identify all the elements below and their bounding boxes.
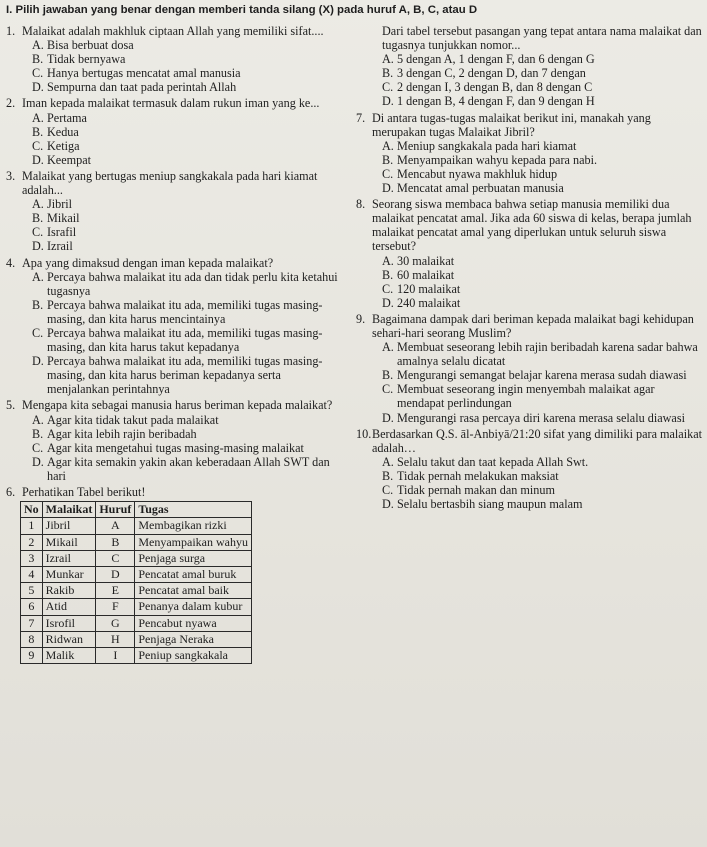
answer-option[interactable] — [32, 427, 346, 441]
question-10 — [356, 427, 702, 512]
answer-options — [382, 52, 702, 108]
answer-option[interactable] — [382, 181, 702, 195]
option-text: 5 dengan A, 1 dengan F, dan 6 dengan G — [397, 52, 595, 67]
question-7 — [356, 111, 702, 196]
answer-options — [32, 413, 346, 483]
option-letter: B. — [32, 297, 44, 312]
question-4 — [6, 256, 346, 397]
answer-option[interactable] — [32, 66, 346, 80]
option-text: 1 dengan B, 4 dengan F, dan 9 dengan H — [397, 94, 595, 109]
option-text: Hanya bertugas mencatat amal manusia — [47, 66, 241, 81]
question-text: Bagaimana dampak dari beriman kepada malaikat bagi kehidupan sehari-hari seorang Muslim? — [372, 311, 694, 340]
table-row — [21, 518, 252, 534]
table-row — [21, 599, 252, 615]
answer-option[interactable] — [32, 413, 346, 427]
option-letter: B. — [32, 426, 44, 441]
option-text: Meniup sangkakala pada hari kiamat — [397, 138, 577, 153]
answer-option[interactable] — [382, 340, 702, 368]
answer-option[interactable] — [382, 167, 702, 181]
table-cell: Jibril — [42, 518, 96, 534]
option-letter: A. — [32, 269, 44, 284]
table-cell: 9 — [21, 647, 43, 663]
table-row — [21, 534, 252, 550]
answer-option[interactable] — [32, 80, 346, 94]
question-line — [6, 96, 346, 110]
answer-option[interactable] — [382, 282, 702, 296]
answer-options — [382, 139, 702, 195]
option-text: Agar kita semakin yakin akan keberadaan Allah SWT dan hari — [47, 454, 330, 483]
option-text: Selalu bertasbih siang maupun malam — [397, 497, 583, 512]
option-text: Mengurangi rasa percaya diri karena merasa selalu diawasi — [397, 410, 685, 425]
table-cell: Ridwan — [42, 631, 96, 647]
table-cell: 7 — [21, 615, 43, 631]
option-text: Mikail — [47, 211, 80, 226]
question-line — [6, 398, 346, 412]
answer-option[interactable] — [32, 225, 346, 239]
question-6-text: Dari tabel tersebut pasangan yang tepat antara nama malaikat dan tugasnya tunjukkan nomor... — [382, 24, 702, 53]
answer-option[interactable] — [382, 66, 702, 80]
question-line — [6, 256, 346, 270]
option-text: Izrail — [47, 239, 73, 254]
question-number: 4. — [6, 255, 16, 270]
option-text: Keempat — [47, 152, 91, 167]
question-number: 10. — [356, 426, 372, 441]
answer-option[interactable] — [382, 483, 702, 497]
answer-option[interactable] — [32, 455, 346, 483]
option-letter: C. — [32, 138, 44, 153]
table-cell: A — [96, 518, 135, 534]
answer-option[interactable] — [32, 38, 346, 52]
answer-option[interactable] — [382, 52, 702, 66]
option-letter: D. — [382, 94, 394, 109]
option-letter: D. — [32, 354, 44, 369]
table-cell: Isrofil — [42, 615, 96, 631]
question-text: Perhatikan Tabel berikut! — [22, 485, 146, 499]
option-letter: D. — [382, 295, 394, 310]
option-text: Agar kita mengetahui tugas masing-masing malaikat — [47, 440, 304, 455]
answer-option[interactable] — [32, 441, 346, 455]
option-text: 2 dengan I, 3 dengan B, dan 8 dengan C — [397, 80, 593, 95]
option-letter: C. — [32, 66, 44, 81]
option-text: Menyampaikan wahyu kepada para nabi. — [397, 152, 597, 167]
question-text: Di antara tugas-tugas malaikat berikut ini, manakah yang merupakan tugas Malaikat Jibril? — [372, 110, 651, 139]
table-row — [21, 615, 252, 631]
option-text: 30 malaikat — [397, 253, 455, 268]
answer-option[interactable] — [382, 80, 702, 94]
question-number: 5. — [6, 398, 16, 413]
option-text: Membuat seseorang ingin menyembah malaikat agar mendapat perlindungan — [397, 382, 655, 411]
question-number: 3. — [6, 168, 16, 183]
question-number: 7. — [356, 110, 366, 125]
question-5 — [6, 398, 346, 483]
table-cell: Menyampaikan wahyu — [135, 534, 252, 550]
table-cell: Mikail — [42, 534, 96, 550]
table-header-cell: Huruf — [96, 502, 135, 518]
answer-option[interactable] — [32, 111, 346, 125]
table-row — [21, 583, 252, 599]
table-cell: D — [96, 566, 135, 582]
option-letter: C. — [382, 166, 394, 181]
option-letter: B. — [32, 52, 44, 67]
table-row — [21, 566, 252, 582]
question-line — [356, 312, 702, 340]
question-text: Mengapa kita sebagai manusia harus beriman kepada malaikat? — [22, 398, 333, 413]
table-row — [21, 631, 252, 647]
option-letter: A. — [382, 52, 394, 67]
option-letter: C. — [382, 80, 394, 95]
answer-option[interactable] — [382, 411, 702, 425]
table-cell: E — [96, 583, 135, 599]
table-cell: Penanya dalam kubur — [135, 599, 252, 615]
answer-option[interactable] — [32, 197, 346, 211]
option-text: Percaya bahwa malaikat itu ada, memiliki tugas masing-masing, dan kita harus mencintainya — [47, 297, 323, 326]
answer-options — [32, 111, 346, 167]
option-text: Israfil — [47, 225, 77, 240]
table-cell: H — [96, 631, 135, 647]
table-header-row — [21, 502, 252, 518]
option-text: 240 malaikat — [397, 295, 461, 310]
table-cell: Izrail — [42, 550, 96, 566]
option-text: Pertama — [47, 110, 87, 125]
question-6-continuation — [356, 24, 702, 109]
question-9 — [356, 312, 702, 425]
answer-option[interactable] — [382, 382, 702, 410]
answer-options — [382, 340, 702, 425]
answer-option[interactable] — [382, 455, 702, 469]
table-cell: Atid — [42, 599, 96, 615]
table-cell: 6 — [21, 599, 43, 615]
table-header-cell: Malaikat — [42, 502, 96, 518]
question-1 — [6, 24, 346, 94]
option-letter: D. — [382, 497, 394, 512]
option-letter: A. — [32, 38, 44, 53]
question-line — [6, 169, 346, 197]
table-cell: Pencabut nyawa — [135, 615, 252, 631]
answer-options — [382, 254, 702, 310]
question-8 — [356, 197, 702, 310]
table-cell: 4 — [21, 566, 43, 582]
option-letter: C. — [32, 225, 44, 240]
question-number: 9. — [356, 311, 366, 326]
table-cell: G — [96, 615, 135, 631]
option-letter: B. — [32, 211, 44, 226]
option-letter: D. — [32, 80, 44, 95]
question-line — [356, 111, 702, 139]
table-header-cell: Tugas — [135, 502, 252, 518]
table-cell: B — [96, 534, 135, 550]
answer-option[interactable] — [382, 153, 702, 167]
table-cell: 2 — [21, 534, 43, 550]
question-2 — [6, 96, 346, 166]
left-column — [6, 24, 346, 664]
table-cell: F — [96, 599, 135, 615]
table-cell: 8 — [21, 631, 43, 647]
option-letter: D. — [382, 181, 394, 196]
option-letter: A. — [32, 110, 44, 125]
option-letter: C. — [32, 325, 44, 340]
question-6 — [6, 485, 346, 499]
table-cell: 3 — [21, 550, 43, 566]
answer-option[interactable] — [382, 94, 702, 108]
answer-option[interactable] — [382, 254, 702, 268]
answer-option[interactable] — [32, 270, 346, 298]
question-text: Malaikat adalah makhluk ciptaan Allah yang memiliki sifat.... — [22, 24, 324, 38]
table-cell: Penjaga surga — [135, 550, 252, 566]
answer-option[interactable] — [32, 211, 346, 225]
question-line — [356, 197, 702, 253]
table-cell: 5 — [21, 583, 43, 599]
table-cell: Membagikan rizki — [135, 518, 252, 534]
option-text: Membuat seseorang lebih rajin beribadah karena sadar bahwa amalnya selalu dicatat — [397, 340, 698, 369]
answer-options — [32, 38, 346, 94]
question-number: 1. — [6, 24, 16, 38]
option-letter: D. — [32, 454, 44, 469]
answer-option[interactable] — [32, 354, 346, 396]
answer-options — [32, 197, 346, 253]
answer-option[interactable] — [382, 139, 702, 153]
option-letter: D. — [32, 239, 44, 254]
option-letter: D. — [32, 152, 44, 167]
answer-option[interactable] — [32, 139, 346, 153]
option-letter: B. — [382, 267, 394, 282]
option-text: Percaya bahwa malaikat itu ada, memiliki tugas masing-masing, dan kita harus beriman kepadanya serta menjalankan perintahnya — [47, 354, 323, 397]
option-text: Agar kita lebih rajin beribadah — [47, 426, 197, 441]
question-line — [356, 427, 702, 455]
option-letter: A. — [32, 412, 44, 427]
option-text: Percaya bahwa malaikat itu ada dan tidak perlu kita ketahui tugasnya — [47, 269, 338, 298]
answer-option[interactable] — [32, 153, 346, 167]
option-text: Tidak pernah makan dan minum — [397, 483, 555, 497]
option-text: Mengurangi semangat belajar karena merasa sudah diawasi — [397, 368, 687, 383]
question-line — [6, 24, 346, 38]
option-text: Tidak bernyawa — [47, 52, 126, 67]
question-number: 8. — [356, 197, 366, 212]
option-letter: A. — [32, 197, 44, 212]
option-letter: A. — [382, 138, 394, 153]
answer-option[interactable] — [32, 298, 346, 326]
malaikat-table — [20, 501, 252, 664]
option-text: 3 dengan C, 2 dengan D, dan 7 dengan — [397, 66, 586, 81]
option-text: Mencatat amal perbuatan manusia — [397, 181, 564, 196]
question-text: Seorang siswa membaca bahwa setiap manusia memiliki dua malaikat pencatat amal. Jika ada 60 siswa di kelas, berapa jumlah malaikat pencatat amal yang diperlukan untuk seluruh siswa tersebut? — [372, 197, 692, 254]
question-number: 2. — [6, 96, 16, 111]
option-letter: C. — [382, 483, 394, 497]
table-cell: Peniup sangkakala — [135, 647, 252, 663]
option-text: Tidak pernah melakukan maksiat — [397, 468, 559, 483]
answer-option[interactable] — [32, 239, 346, 253]
option-letter: B. — [32, 124, 44, 139]
option-text: 120 malaikat — [397, 281, 461, 296]
right-column — [356, 24, 702, 513]
option-text: Agar kita tidak takut pada malaikat — [47, 412, 219, 427]
answer-option[interactable] — [382, 368, 702, 382]
instruction-heading: I. Pilih jawaban yang benar dengan memberi tanda silang (X) pada huruf A, B, C, atau D — [6, 4, 478, 16]
answer-option[interactable] — [32, 326, 346, 354]
answer-options — [32, 270, 346, 397]
question-3 — [6, 169, 346, 254]
table-cell: Munkar — [42, 566, 96, 582]
option-text: Selalu takut dan taat kepada Allah Swt. — [397, 454, 589, 469]
table-header-cell: No — [21, 502, 43, 518]
table-cell: Rakib — [42, 583, 96, 599]
option-text: Jibril — [47, 197, 73, 212]
option-letter: A. — [382, 454, 394, 469]
answer-option[interactable] — [382, 296, 702, 310]
option-letter: A. — [382, 253, 394, 268]
answer-option[interactable] — [32, 125, 346, 139]
answer-options — [382, 455, 702, 511]
table-row — [21, 550, 252, 566]
option-letter: D. — [382, 410, 394, 425]
table-cell: Penjaga Neraka — [135, 631, 252, 647]
answer-option[interactable] — [32, 52, 346, 66]
table-cell: C — [96, 550, 135, 566]
question-text: Apa yang dimaksud dengan iman kepada malaikat? — [22, 255, 274, 270]
table-cell: Pencatat amal buruk — [135, 566, 252, 582]
option-letter: B. — [382, 66, 394, 81]
table-cell: 1 — [21, 518, 43, 534]
answer-option[interactable] — [382, 497, 702, 511]
option-letter: C. — [382, 281, 394, 296]
option-text: Bisa berbuat dosa — [47, 38, 134, 53]
option-letter: C. — [32, 440, 44, 455]
question-line — [6, 485, 346, 499]
question-text: Malaikat yang bertugas meniup sangkakala pada hari kiamat adalah... — [22, 168, 318, 198]
answer-option[interactable] — [382, 268, 702, 282]
option-text: Kedua — [47, 124, 79, 139]
option-text: Percaya bahwa malaikat itu ada, memiliki tugas masing-masing, dan kita harus takut kepadanya — [47, 325, 323, 355]
option-text: 60 malaikat — [397, 267, 455, 282]
table-cell: I — [96, 647, 135, 663]
option-text: Mencabut nyawa makhluk hidup — [397, 166, 558, 181]
option-letter: C. — [382, 382, 394, 397]
table-cell: Malik — [42, 647, 96, 663]
table-cell: Pencatat amal baik — [135, 583, 252, 599]
question-number: 6. — [6, 485, 16, 499]
option-letter: B. — [382, 152, 394, 167]
option-text: Ketiga — [47, 138, 80, 153]
question-text: Berdasarkan Q.S. āl-Anbiyā/21:20 sifat yang dimiliki para malaikat adalah… — [372, 426, 702, 455]
option-letter: B. — [382, 468, 394, 483]
option-letter: A. — [382, 340, 394, 355]
question-text: Iman kepada malaikat termasuk dalam rukun iman yang ke... — [22, 96, 320, 111]
option-letter: B. — [382, 368, 394, 383]
option-text: Sempurna dan taat pada perintah Allah — [47, 80, 237, 95]
answer-option[interactable] — [382, 469, 702, 483]
table-row — [21, 647, 252, 663]
